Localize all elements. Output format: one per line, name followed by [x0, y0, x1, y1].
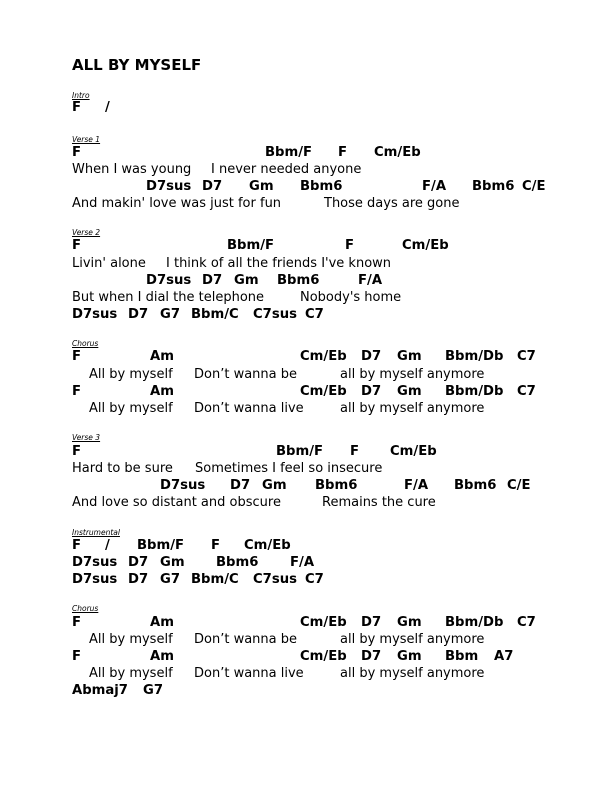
- chord: F: [72, 100, 82, 115]
- lyric: all by myself anymore: [340, 632, 485, 647]
- lyric: Those days are gone: [324, 196, 460, 211]
- section-label-chorus: Chorus: [72, 604, 99, 613]
- chord: Bbm/C: [191, 572, 239, 587]
- chord: F: [72, 444, 82, 459]
- chord: Am: [150, 384, 174, 399]
- chord: Bbm6: [472, 179, 515, 194]
- chord: Bbm/C: [191, 307, 239, 322]
- chord: F: [72, 649, 82, 664]
- chord: Cm/Eb: [300, 615, 347, 630]
- lyric: All by myself: [89, 666, 173, 681]
- chord: Bbm6: [216, 555, 259, 570]
- lyric: all by myself anymore: [340, 401, 485, 416]
- section-label-instrumental: Instrumental: [72, 528, 120, 537]
- chord: C7: [305, 307, 324, 322]
- chord: Cm/Eb: [390, 444, 437, 459]
- chord: Bbm6: [277, 273, 320, 288]
- chord: Gm: [397, 349, 422, 364]
- lyric: But when I dial the telephone: [72, 290, 265, 305]
- chord: Cm/Eb: [300, 384, 347, 399]
- chord: Cm/Eb: [300, 349, 347, 364]
- chord: G7: [143, 683, 164, 698]
- section-label-verse-1: Verse 1: [72, 135, 101, 144]
- lyric: Livin' alone: [72, 256, 146, 271]
- chord: Am: [150, 349, 174, 364]
- lyric: And makin' love was just for fun: [72, 196, 282, 211]
- chord: C7: [517, 615, 536, 630]
- chord: D7: [361, 649, 382, 664]
- chord: Gm: [397, 384, 422, 399]
- chord: F/A: [290, 555, 315, 570]
- chord: Am: [150, 615, 174, 630]
- chord: C7: [517, 384, 536, 399]
- lyric: Remains the cure: [322, 495, 436, 510]
- chord: /: [105, 538, 110, 553]
- chord: F: [72, 384, 82, 399]
- chord: D7: [128, 572, 149, 587]
- chord: Abmaj7: [72, 683, 128, 698]
- chord: D7sus: [72, 555, 118, 570]
- chord: Bbm/F: [227, 238, 275, 253]
- chord: D7: [361, 384, 382, 399]
- chord: C/E: [507, 478, 531, 493]
- chord: F: [350, 444, 360, 459]
- chord: Bbm/Db: [445, 349, 504, 364]
- chord: F/A: [404, 478, 429, 493]
- chord: F: [72, 238, 82, 253]
- chord: Bbm/Db: [445, 615, 504, 630]
- lyric: When I was young: [72, 162, 192, 177]
- section-label-intro: Intro: [72, 91, 90, 100]
- chord: A7: [494, 649, 514, 664]
- chord: Gm: [249, 179, 274, 194]
- chord: C7sus: [253, 572, 297, 587]
- chord: Bbm/F: [265, 145, 313, 160]
- chord: C7: [517, 349, 536, 364]
- chord: F: [72, 349, 82, 364]
- song-title: ALL BY MYSELF: [72, 56, 202, 74]
- chord: F: [338, 145, 348, 160]
- chord: C7sus: [253, 307, 297, 322]
- chord: Gm: [397, 615, 422, 630]
- section-label-chorus: Chorus: [72, 339, 99, 348]
- lyric: Don’t wanna be: [194, 367, 297, 382]
- lyric: Nobody's home: [300, 290, 402, 305]
- chord: D7: [128, 307, 149, 322]
- lyric: Sometimes I feel so insecure: [195, 461, 383, 476]
- chord: Gm: [234, 273, 259, 288]
- section-label-verse-3: Verse 3: [72, 433, 101, 442]
- chord: Bbm/Db: [445, 384, 504, 399]
- lyric: All by myself: [89, 632, 173, 647]
- chord: D7: [202, 273, 223, 288]
- chord: D7: [361, 349, 382, 364]
- chord: Am: [150, 649, 174, 664]
- chord: D7sus: [146, 273, 192, 288]
- chord: F: [345, 238, 355, 253]
- chord: F/A: [358, 273, 383, 288]
- chord: G7: [160, 572, 181, 587]
- chord: Bbm6: [454, 478, 497, 493]
- chord: Bbm/F: [137, 538, 185, 553]
- lyric: Don’t wanna be: [194, 632, 297, 647]
- chord: /: [105, 100, 110, 115]
- chord: Bbm/F: [276, 444, 324, 459]
- lyric: Don’t wanna live: [194, 666, 304, 681]
- chord: Bbm6: [300, 179, 343, 194]
- chord: G7: [160, 307, 181, 322]
- chord: Gm: [160, 555, 185, 570]
- chord: D7sus: [146, 179, 192, 194]
- chord: Bbm6: [315, 478, 358, 493]
- lyric: All by myself: [89, 367, 173, 382]
- chord: Cm/Eb: [244, 538, 291, 553]
- lyric: I think of all the friends I've known: [166, 256, 392, 271]
- chord: D7: [230, 478, 251, 493]
- chord: F/A: [422, 179, 447, 194]
- chord: F: [211, 538, 221, 553]
- chord: Cm/Eb: [402, 238, 449, 253]
- chord: D7: [202, 179, 223, 194]
- chord: C/E: [522, 179, 546, 194]
- chord: D7: [361, 615, 382, 630]
- chord: Gm: [397, 649, 422, 664]
- lyric: And love so distant and obscure: [72, 495, 281, 510]
- lyric: all by myself anymore: [340, 666, 485, 681]
- section-label-verse-2: Verse 2: [72, 228, 101, 237]
- chord: D7: [128, 555, 149, 570]
- lyric: Hard to be sure: [72, 461, 173, 476]
- chord: C7: [305, 572, 324, 587]
- lyric: I never needed anyone: [211, 162, 362, 177]
- lyric: All by myself: [89, 401, 173, 416]
- lyric: Don’t wanna live: [194, 401, 304, 416]
- chord: D7sus: [160, 478, 206, 493]
- chord: Cm/Eb: [374, 145, 421, 160]
- chord: D7sus: [72, 307, 118, 322]
- chord: F: [72, 145, 82, 160]
- chord: Cm/Eb: [300, 649, 347, 664]
- chord: Gm: [262, 478, 287, 493]
- chord: F: [72, 615, 82, 630]
- lyric: all by myself anymore: [340, 367, 485, 382]
- chord: D7sus: [72, 572, 118, 587]
- chord: Bbm: [445, 649, 479, 664]
- chord: F: [72, 538, 82, 553]
